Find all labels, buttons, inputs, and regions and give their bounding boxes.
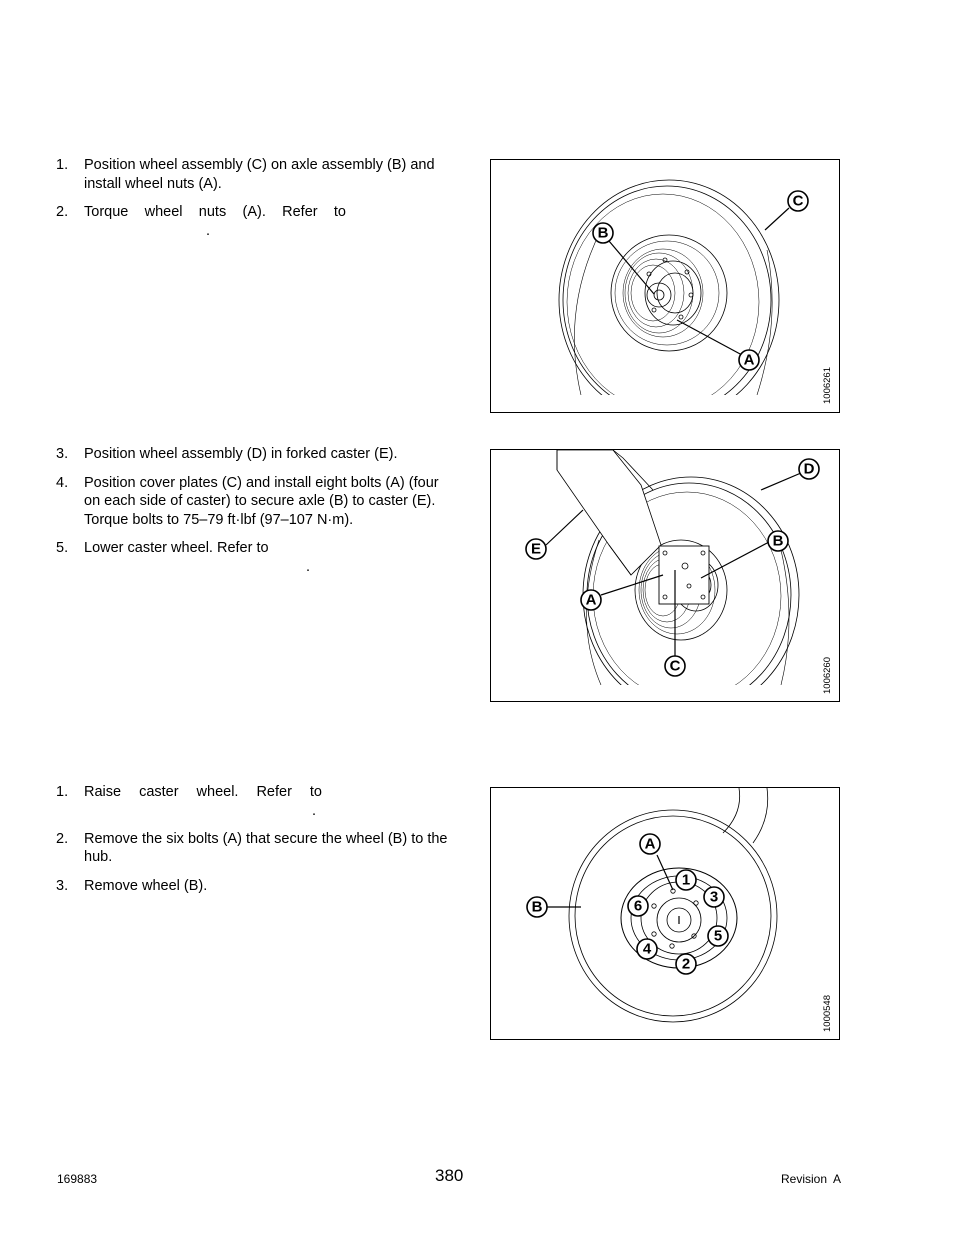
- bolt-number-4: [637, 939, 657, 959]
- step-number: 1.: [56, 784, 69, 800]
- step-text: Position wheel assembly (D) in forked caster (E).: [84, 446, 398, 462]
- step-1-raise-wheel: [56, 783, 458, 820]
- svg-text:4: 4: [642, 940, 652, 958]
- step-3-position-wheel: [56, 445, 458, 464]
- callout-a: [581, 590, 601, 610]
- step-text: Raise caster wheel. Refer to: [84, 784, 322, 800]
- step-number: 2.: [56, 830, 69, 847]
- bolt-number-6: [628, 896, 648, 916]
- callout-c: [665, 656, 685, 676]
- footer-doc-number: 169883: [57, 1172, 98, 1186]
- step-text: Remove wheel (B).: [84, 877, 208, 894]
- svg-text:C: C: [792, 192, 804, 210]
- step-number: 3.: [56, 446, 69, 462]
- bolt-number-3: [704, 887, 724, 907]
- step-1-install-wheel: [56, 156, 458, 193]
- bolt-number-2: [676, 954, 696, 974]
- step-number: 4.: [56, 474, 69, 491]
- figure-caster-install: [490, 449, 840, 702]
- section3-steps: [56, 783, 458, 895]
- step-text: Position cover plates (C) and install eight bolts (A) (four on each side of caster) to secure axle (B) to caster (E). Torque bolts to 75–79 ft·lbf (97–107 N·m).: [84, 474, 439, 528]
- footer-page-number: 380: [435, 1166, 464, 1185]
- step-text: Position wheel assembly (C) on axle assembly (B) and install wheel nuts (A).: [84, 157, 435, 192]
- svg-text:A: A: [743, 351, 755, 369]
- callout-b: [593, 223, 613, 243]
- svg-text:E: E: [530, 540, 542, 558]
- figure-wheel-removal: [490, 787, 840, 1040]
- step-2-torque-nuts: [56, 203, 458, 240]
- callout-a: [739, 350, 759, 370]
- svg-text:5: 5: [713, 927, 723, 945]
- svg-text:B: B: [531, 898, 543, 916]
- section2-steps: [56, 445, 458, 576]
- wheel-assembly-illustration: [491, 160, 839, 412]
- svg-text:1: 1: [681, 871, 691, 889]
- callout-d: [799, 459, 819, 479]
- figure-id: 1006261: [822, 367, 833, 404]
- svg-text:B: B: [597, 224, 609, 242]
- step-3-remove-wheel: [56, 877, 458, 896]
- figure-id: 1006260: [822, 657, 833, 694]
- step-text-tail: .: [206, 222, 211, 239]
- step-text-tail: .: [306, 558, 311, 575]
- section1-steps: [56, 156, 458, 240]
- callout-b: [768, 531, 788, 551]
- step-number: 5.: [56, 540, 69, 556]
- callout-e: [526, 539, 546, 559]
- caster-wheel-illustration: [491, 450, 839, 701]
- svg-text:6: 6: [633, 897, 643, 915]
- step-number: 3.: [56, 877, 69, 894]
- svg-text:A: A: [585, 591, 597, 609]
- bolt-number-1: [676, 870, 696, 890]
- figure-id: 1000548: [822, 995, 833, 1032]
- wheel-bolt-pattern-illustration: [491, 788, 839, 1039]
- footer-revision: Revision A: [781, 1172, 842, 1186]
- bolt-number-5: [708, 926, 728, 946]
- step-4-install-bolts: [56, 474, 458, 530]
- step-text-tail: .: [312, 802, 317, 819]
- svg-text:A: A: [644, 835, 656, 853]
- figure-wheel-install: [490, 159, 840, 413]
- svg-text:2: 2: [681, 955, 691, 973]
- step-text: Torque wheel nuts (A). Refer to: [84, 204, 346, 220]
- svg-text:C: C: [669, 657, 681, 675]
- callout-a: [640, 834, 660, 854]
- step-number: 1.: [56, 157, 69, 173]
- step-text: Remove the six bolts (A) that secure the wheel (B) to the hub.: [84, 830, 448, 865]
- step-text: Lower caster wheel. Refer to: [84, 540, 269, 556]
- step-2-remove-bolts: [56, 830, 458, 867]
- svg-text:D: D: [803, 460, 815, 478]
- step-5-lower-wheel: [56, 539, 458, 576]
- svg-text:3: 3: [709, 888, 719, 906]
- callout-b: [527, 897, 547, 917]
- callout-c: [788, 191, 808, 211]
- svg-text:B: B: [772, 532, 784, 550]
- step-number: 2.: [56, 204, 69, 220]
